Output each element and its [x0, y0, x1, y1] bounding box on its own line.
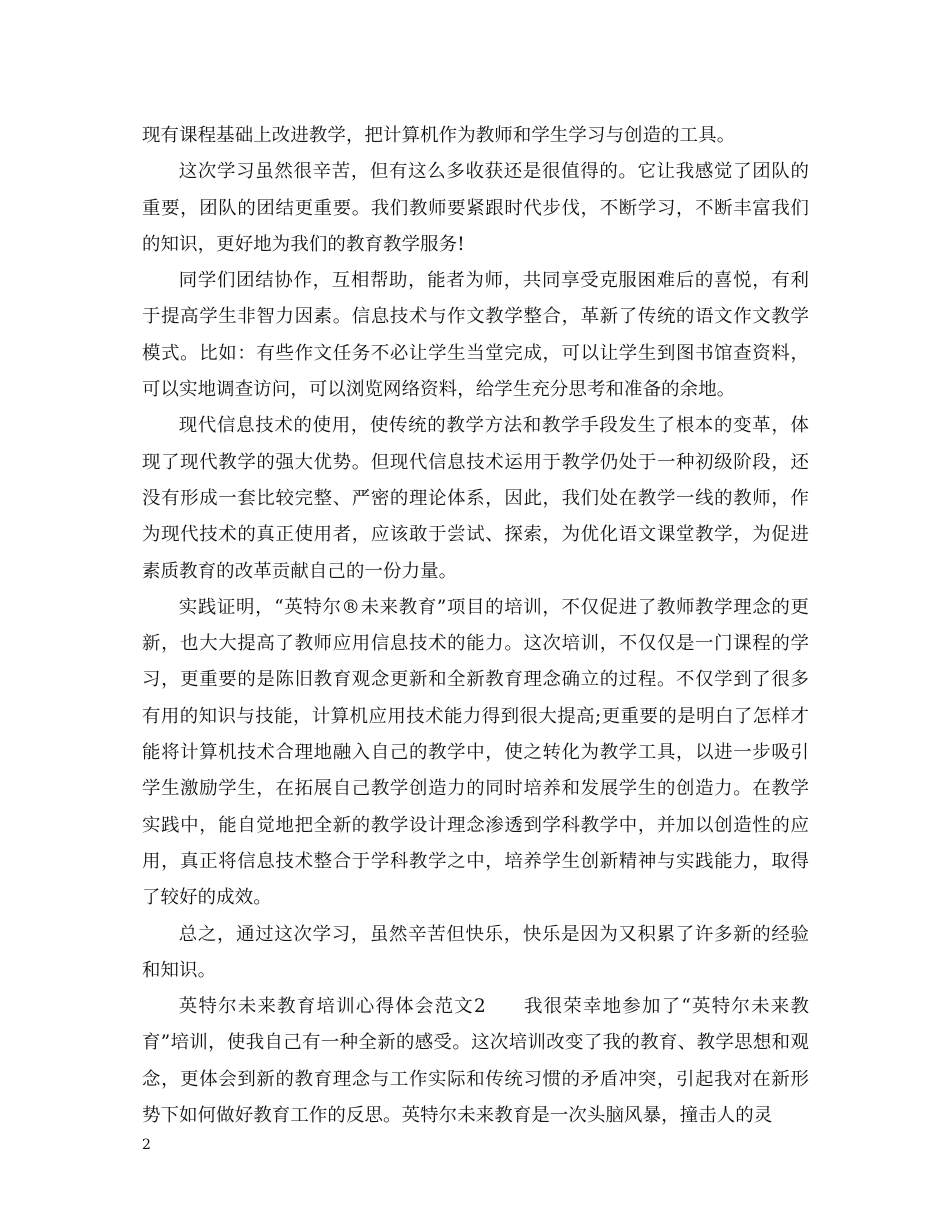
essay-2-title: 英特尔未来教育培训心得体会范文2 [178, 996, 486, 1018]
paragraph-modern-technology: 现代信息技术的使用，使传统的教学方法和教学手段发生了根本的变革，体现了现代教学的强大优势。但现代信息技术运用于教学仍处于一种初级阶段，还没有形成一套比较完整、严密的理论体系，因此，我们处在教学一线的教师，作为现代技术的真正使用者，应该敢于尝试、探索，为优化语文课堂教学，为促进素质教育的改革贡献自己的一份力量。 [142, 415, 809, 582]
paragraph-study-reflection: 这次学习虽然很辛苦，但有这么多收获还是很值得的。它让我感觉了团队的重要，团队的团结更重要。我们教师要紧跟时代步伐，不断学习，不断丰富我们的知识，更好地为我们的教育教学服务! [142, 161, 809, 255]
paragraph-essay-2 [142, 989, 809, 1134]
paragraph-practice-proof: 实践证明，“英特尔®未来教育”项目的培训，不仅促进了教师教学理念的更新，也大大提高了教师应用信息技术的能力。这次培训，不仅仅是一门课程的学习，更重要的是陈旧教育观念更新和全新教育理念确立的过程。不仅学到了很多有用的知识与技能，计算机应用技术能力得到很大提高;更重要的是明白了怎样才能将计算机技术合理地融入自己的教学中，使之转化为教学工具，以进一步吸引学生激励学生，在拓展自己教学创造力的同时培养和发展学生的创造力。在教学实践中，能自觉地把全新的教学设计理念渗透到学科教学中，并加以创造性的应用，真正将信息技术整合于学科教学之中，培养学生创新精神与实践能力，取得了较好的成效。 [142, 596, 809, 909]
paragraph-conclusion: 总之，通过这次学习，虽然辛苦但快乐，快乐是因为又积累了许多新的经验和知识。 [142, 923, 809, 981]
paragraph-collaboration: 同学们团结协作，互相帮助，能者为师，共同享受克服困难后的喜悦，有利于提高学生非智力因素。信息技术与作文教学整合，革新了传统的语文作文教学模式。比如：有些作文任务不必让学生当堂完成，可以让学生到图书馆查资料，可以实地调查访问，可以浏览网络资料，给学生充分思考和准备的余地。 [142, 270, 809, 401]
paragraph-continuation: 现有课程基础上改进教学，把计算机作为教师和学生学习与创造的工具。 [142, 125, 736, 146]
essay-2-body: 我很荣幸地参加了“英特尔未来教育”培训，使我自己有一种全新的感受。这次培训改变了我的教育、教学思想和观念，更体会到新的教育理念与工作实际和传统习惯的矛盾冲突，引起我对在新形势下如何做好教育工作的反思。英特尔未来教育是一次头脑风暴，撞击人的灵 [142, 996, 809, 1127]
page-number: 2 [142, 1137, 151, 1153]
document-body [142, 118, 809, 1134]
